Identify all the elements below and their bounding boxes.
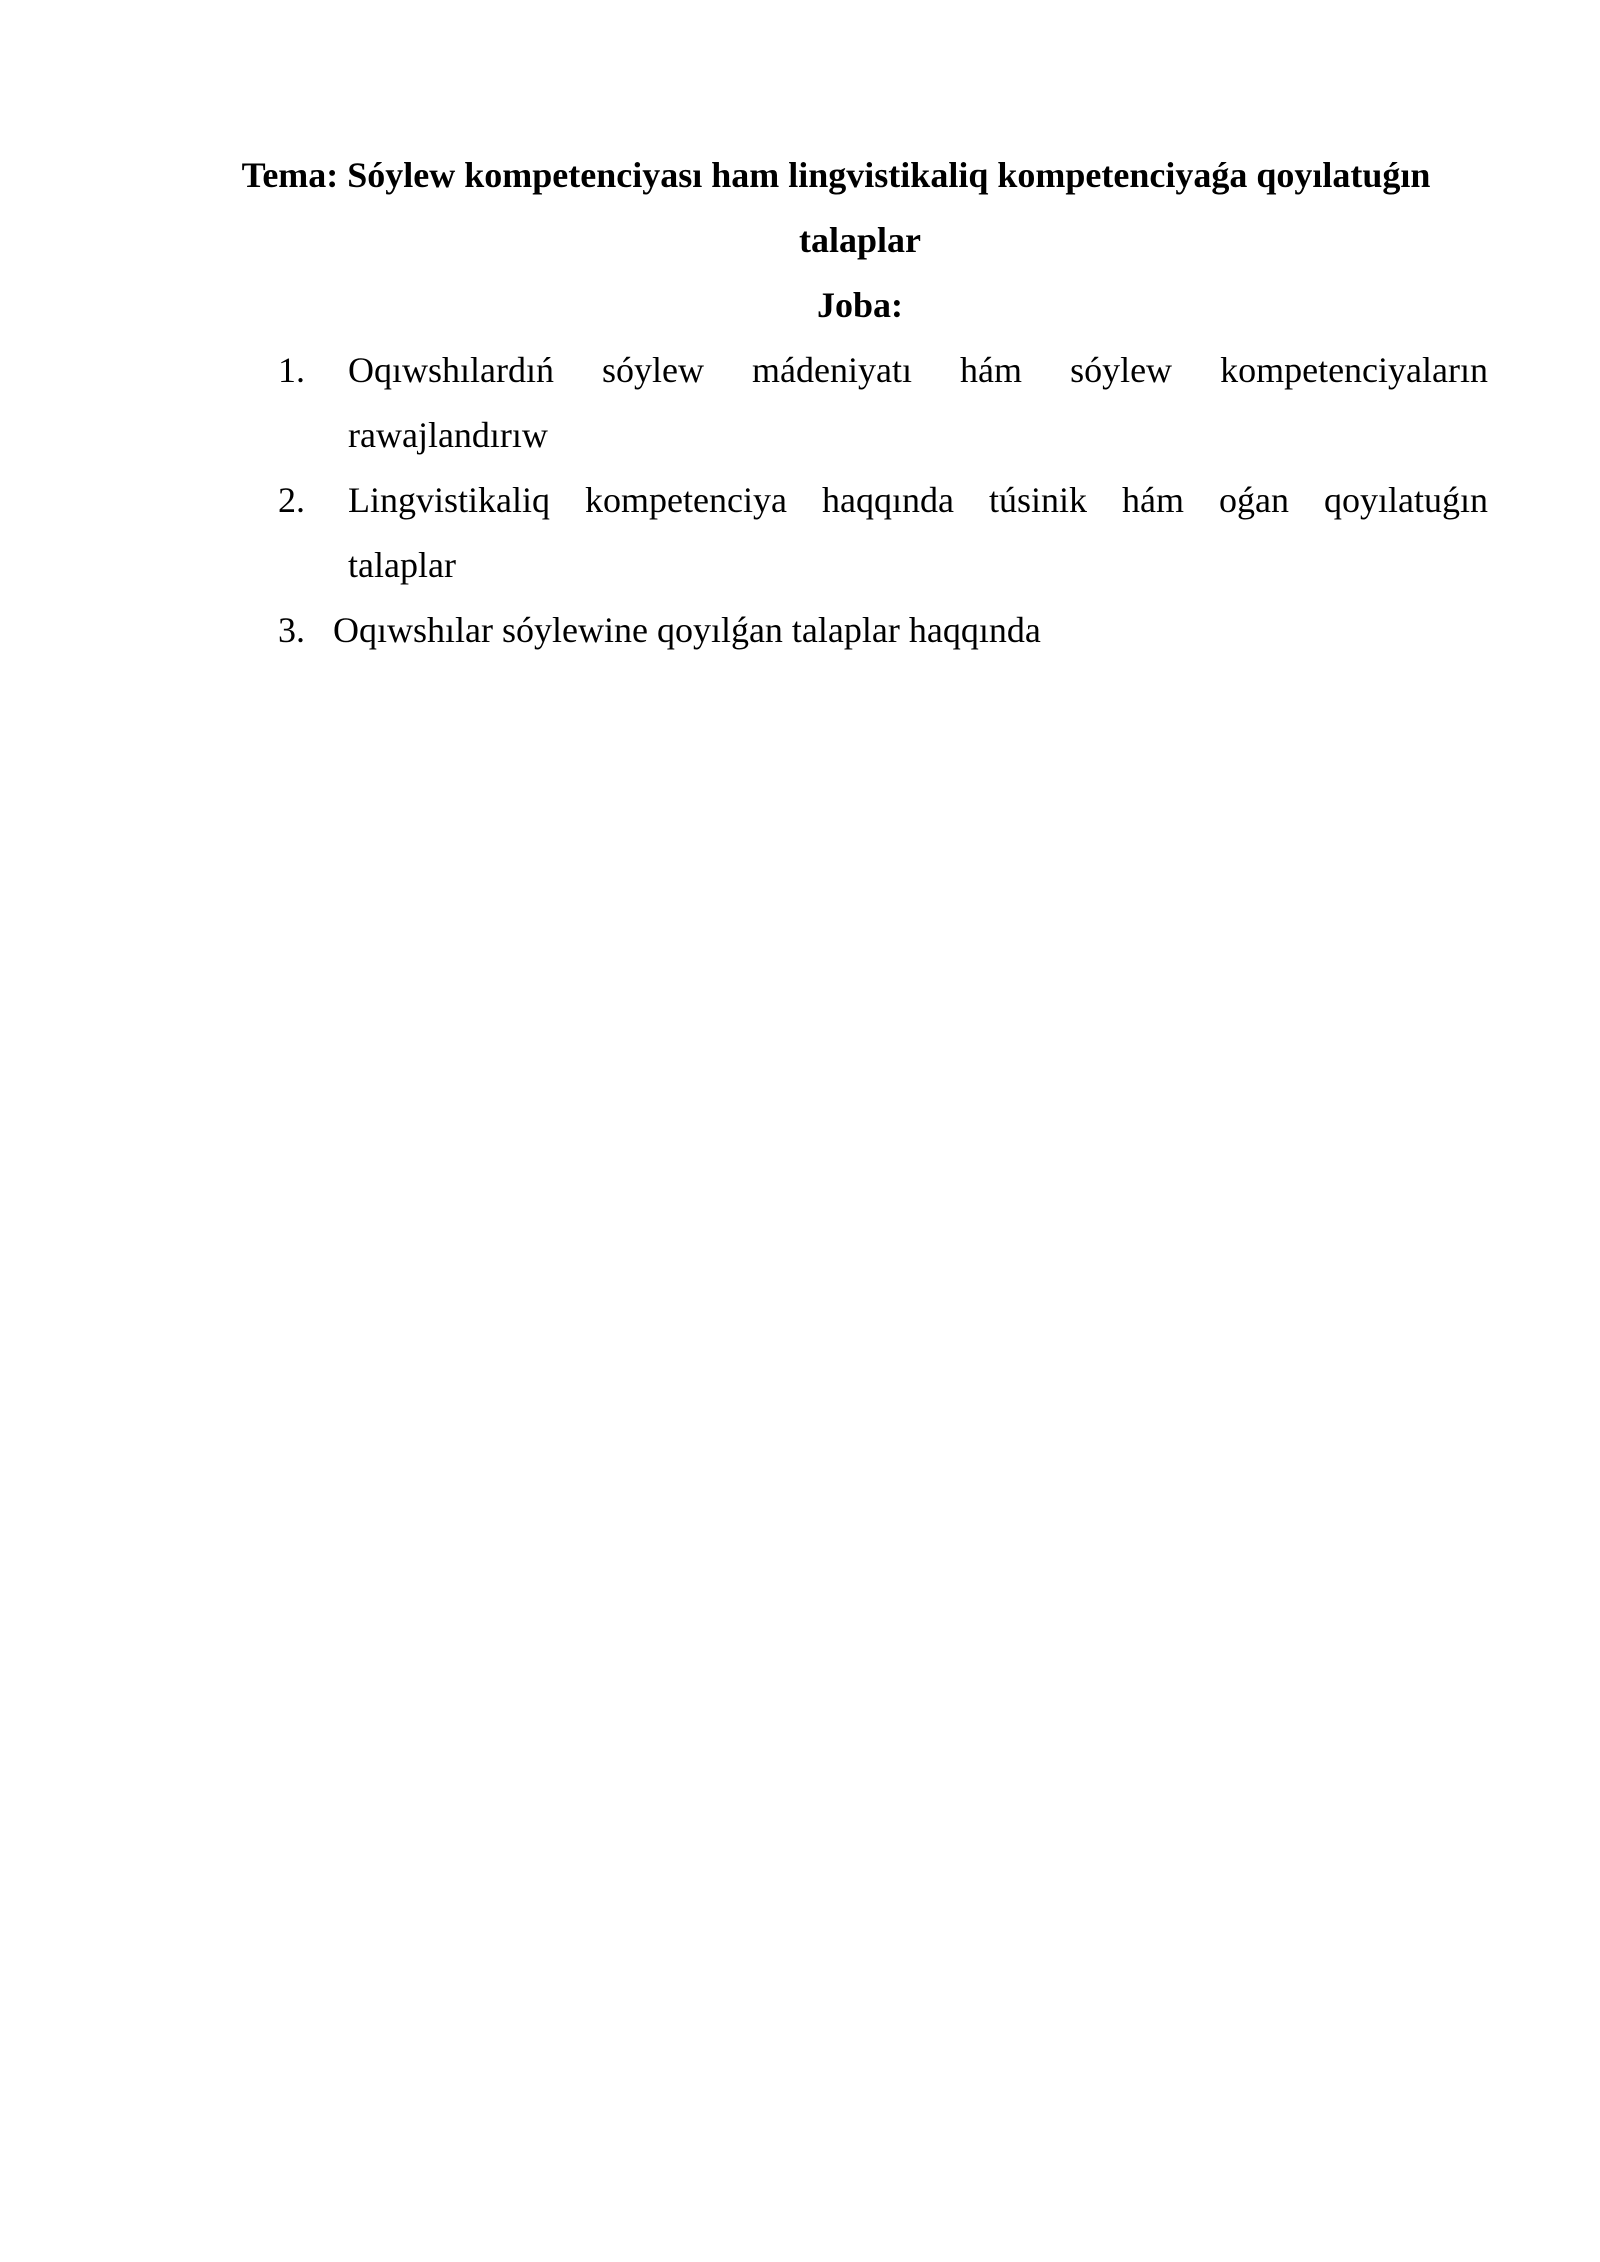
document-title-line-2: talaplar <box>799 220 921 260</box>
list-item-number: 3. <box>278 610 305 650</box>
list-item-number: 2. <box>278 480 305 520</box>
list-item-text-line: rawajlandırıw <box>348 415 548 455</box>
document-title-line-1: Tema: Sóylew kompetenciyası ham lingvistikaliq kompetenciyaǵa qoyılatuǵın <box>241 155 1431 195</box>
list-item-text-line: talaplar <box>348 545 456 585</box>
list-item-text-line: Oqıwshılardıń sóylew mádeniyatı hám sóylew kompetenciyaların <box>348 350 1488 390</box>
list-item-number: 1. <box>278 350 305 390</box>
list-item-text-line: Oqıwshılar sóylewine qoyılǵan talaplar haqqında <box>333 610 1041 650</box>
list-item-text-line: Lingvistikaliq kompetenciya haqqında túsinik hám oǵan qoyılatuǵın <box>348 480 1488 520</box>
plan-heading: Joba: <box>816 285 903 325</box>
